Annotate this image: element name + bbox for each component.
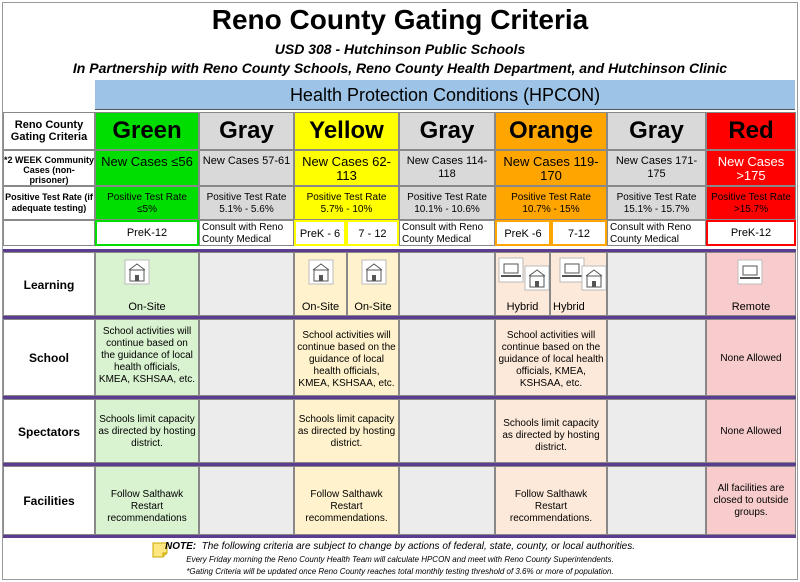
column-0-cases: New Cases ≤56 [95,150,199,186]
facilities-gray-3 [607,466,706,535]
learning-orange-a-label: Hybrid [506,301,539,313]
learning-yellow-a [294,252,347,316]
column-0-rate: Positive Test Rate ≤5% [95,186,199,220]
facilities-gray-2 [399,466,495,535]
spectators-red: None Allowed [706,399,796,463]
facilities-orange: Follow Salthawk Restart recommendations. [495,466,607,535]
note-line-2: Every Friday morning the Reno County Health Team will calculate HPCON and meet with Reno County Superintendents. [186,555,614,564]
column-2-rate: Positive Test Rate 5.7% - 10% [294,186,399,220]
activities-gray-2 [399,319,495,396]
column-6-grade: PreK-12 [706,220,796,246]
column-5-cases: New Cases 171-175 [607,150,706,186]
rate-label: Positive Test Rate (if adequate testing) [3,186,95,220]
column-1-cases: New Cases 57-61 [199,150,294,186]
learning-orange-b-label: Hybrid [553,301,585,313]
column-0-name: Green [95,112,199,150]
spectators-gray-2 [399,399,495,463]
school-icon [361,259,387,285]
learning-yellow-a-label: On-Site [301,301,340,313]
column-1-rate: Positive Test Rate 5.1% - 5.6% [199,186,294,220]
district-subtitle: USD 308 - Hutchinson Public Schools [274,41,526,57]
school-icon [308,259,334,285]
column-5-grade: Consult with Reno County Medical [607,220,706,246]
activities-orange: School activities will continue based on the guidance of local health officials, KMEA, KSHSAA, etc. [495,319,607,396]
school-icon [524,265,550,291]
spectators-gray-1 [199,399,294,463]
note-text: The following criteria are subject to change by actions of federal, state, county, or local authorities. [201,541,636,552]
facilities-red: All facilities are closed to outside groups. [706,466,796,535]
learning-yellow-b-label: On-Site [354,301,392,313]
learning-green [95,252,199,316]
column-5-name: Gray [607,112,706,150]
note-line-1 [0,541,800,552]
column-4-grade-a: PreK -6 [495,220,551,246]
column-4-name: Orange [495,112,607,150]
facilities-green: Follow Salthawk Restart recommendations [95,466,199,535]
column-2-grade-b: 7 - 12 [346,220,399,246]
learning-red-label: Remote [731,301,771,313]
learning-yellow-b [347,252,399,316]
row-activities: School [3,319,95,396]
column-4-rate: Positive Test Rate 10.7% - 15% [495,186,607,220]
facilities-gray-1 [199,466,294,535]
activities-red: None Allowed [706,319,796,396]
column-1-grade: Consult with Reno County Medical [199,220,294,246]
column-3-rate: Positive Test Rate 10.1% - 10.6% [399,186,495,220]
learning-red [706,252,796,316]
column-3-name: Gray [399,112,495,150]
spectators-orange: Schools limit capacity as directed by hosting district. [495,399,607,463]
column-2-name: Yellow [294,112,399,150]
criteria-label: Reno County Gating Criteria [3,112,95,150]
school-icon [124,259,150,285]
column-3-grade: Consult with Reno County Medical [399,220,495,246]
note-line-3: *Gating Criteria will be updated once Reno County reaches total monthly testing threshold of 3.6% or more of population. [186,567,614,576]
spectators-yellow: Schools limit capacity as directed by hosting district. [294,399,399,463]
column-2-grade-a: PreK - 6 [294,220,346,246]
divider-5 [3,535,796,538]
laptop-icon [498,257,524,283]
column-4-cases: New Cases 119-170 [495,150,607,186]
learning-gray-2 [399,252,495,316]
activities-gray-3 [607,319,706,396]
activities-gray-1 [199,319,294,396]
column-6-rate: Positive Test Rate >15.7% [706,186,796,220]
row-learning: Learning [3,252,95,316]
spectators-green: Schools limit capacity as directed by hosting district. [95,399,199,463]
grade-label-blank [3,220,95,246]
learning-gray-1 [199,252,294,316]
hpcon-header: Health Protection Conditions (HPCON) [95,80,795,110]
cases-label: *2 WEEK Community Cases (non-prisoner) [3,150,95,186]
learning-gray-3 [607,252,706,316]
column-5-rate: Positive Test Rate 15.1% - 15.7% [607,186,706,220]
column-0-grade: PreK-12 [95,220,199,246]
column-2-cases: New Cases 62-113 [294,150,399,186]
page-title: Reno County Gating Criteria [211,4,589,35]
column-4-grade-b: 7-12 [551,220,607,246]
laptop-icon [737,259,763,285]
row-facilities: Facilities [3,466,95,535]
facilities-yellow: Follow Salthawk Restart recommendations. [294,466,399,535]
column-6-name: Red [706,112,796,150]
column-6-cases: New Cases >175 [706,150,796,186]
learning-orange-a [495,252,550,316]
spectators-gray-3 [607,399,706,463]
partnership-subtitle: In Partnership with Reno County Schools, Reno County Health Department, and Hutchinson Clinic [72,60,728,76]
note-label: NOTE: [164,541,197,552]
column-1-name: Gray [199,112,294,150]
activities-yellow: School activities will continue based on the guidance of local health officials, KMEA, KSHSAA, etc. [294,319,399,396]
school-icon [581,265,607,291]
column-3-cases: New Cases 114-118 [399,150,495,186]
activities-green: School activities will continue based on the guidance of local health officials, KMEA, KSHSAA, etc. [95,319,199,396]
row-spectators: Spectators [3,399,95,463]
learning-orange-b [550,252,607,316]
learning-green-label: On-Site [128,301,166,313]
